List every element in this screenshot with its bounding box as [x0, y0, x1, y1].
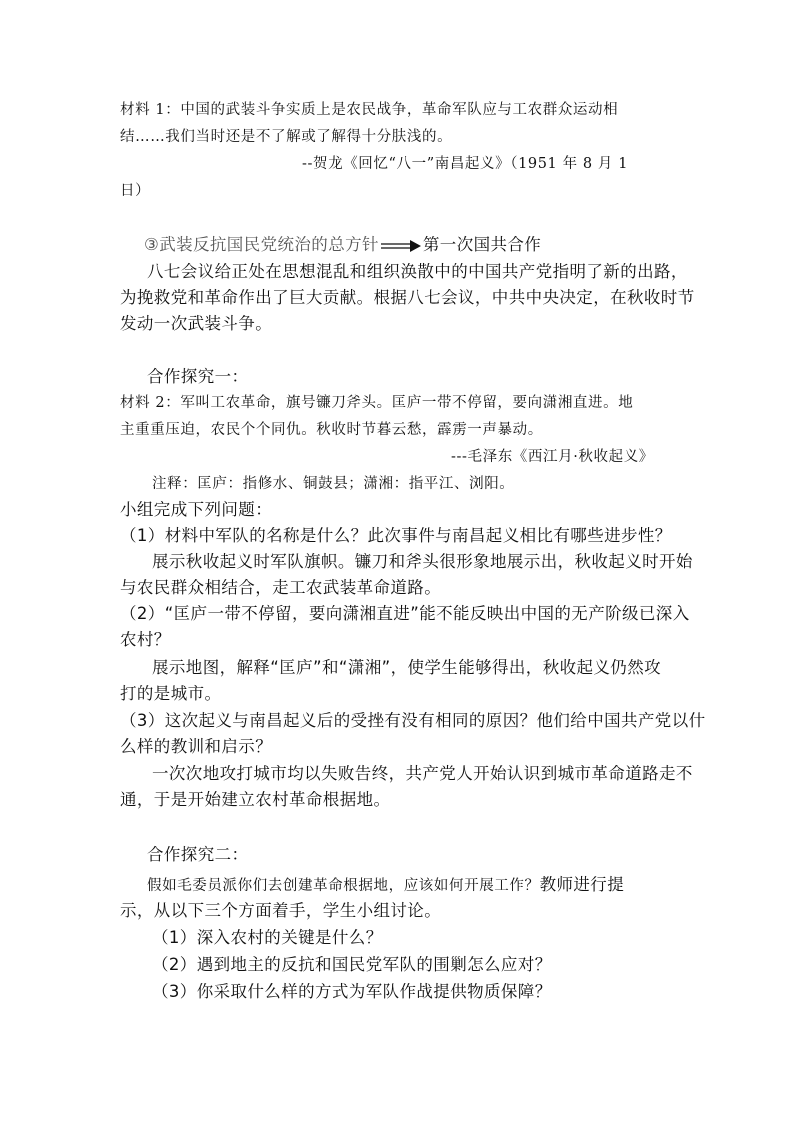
policy-left: ③武装反抗国民党统治的总方针 [144, 235, 379, 254]
para1-line3: 发动一次武装斗争。 [120, 314, 273, 333]
material2-line1: 材料 2：军叫工农革命，旗号镰刀斧头。匡庐一带不停留，要向潇湘直进。地 [120, 395, 634, 411]
material2-note: 注释：匡庐：指修水、铜鼓县；潇湘：指平江、浏阳。 [152, 476, 515, 492]
answer-3-line1: 一次次地攻打城市均以失败告终，共产党人开始认识到城市革命道路走不 [152, 764, 693, 783]
material1-line1: 材料 1：中国的武装斗争实质上是农民战争，革命军队应与工农群众运动相 [120, 102, 619, 118]
material2-line2: 主重重压迫，农民个个同仇。秋收时节暮云愁，霹雳一声暴动。 [120, 422, 543, 438]
answer-2-line1: 展示地图，解释“匡庐”和“潇湘”，使学生能够得出，秋收起义仍然攻 [152, 658, 661, 677]
inquiry2-intro-question: 假如毛委员派你们去创建革命根据地，应该如何开展工作？ [147, 878, 540, 894]
para1-line1: 八七会议给正处在思想混乱和组织涣散中的中国共产党指明了新的出路， [147, 262, 688, 281]
question-3-line1: （3）这次起义与南昌起义后的受挫有没有相同的原因？他们给中国共产党以什 [120, 711, 706, 730]
material1-source: --贺龙《回忆“八一”南昌起义》（1951 年 8 月 1 [302, 156, 629, 172]
answer-2-line2: 打的是城市。 [120, 684, 222, 703]
material1-source-cont: 日） [120, 183, 151, 199]
question-1: （1）材料中军队的名称是什么？此次事件与南昌起义相比有哪些进步性？ [120, 526, 672, 545]
material2-source: ---毛泽东《西江月·秋收起义》 [451, 449, 654, 465]
inquiry2-intro-line2: 示，从以下三个方面着手，学生小组讨论。 [120, 901, 442, 920]
answer-3-line2: 通，于是开始建立农村革命根据地。 [120, 790, 391, 809]
inquiry2-item-2: （2）遇到地主的反抗和国民党军队的围剿怎么应对？ [152, 955, 552, 974]
inquiry2-title: 合作探究二： [147, 845, 249, 864]
inquiry2-item-1: （1）深入农村的关键是什么？ [152, 928, 383, 947]
answer-1-line1: 展示秋收起义时军队旗帜。镰刀和斧头很形象地展示出，秋收起义时开始 [152, 552, 693, 571]
policy-right: 第一次国共合作 [422, 235, 542, 254]
arrow-right-icon [381, 240, 421, 252]
inquiry2-item-3: （3）你采取什么样的方式为军队作战提供物质保障？ [152, 982, 552, 1001]
para1-line2: 为挽救党和革命作出了巨大贡献。根据八七会议，中共中央决定，在秋收时节 [120, 288, 695, 307]
inquiry2-intro-teacher: 教师进行提 [539, 875, 625, 894]
question-3-line2: 么样的教训和启示？ [120, 737, 273, 756]
policy-line [144, 237, 541, 254]
inquiry2-intro-line1 [147, 877, 624, 894]
group-task: 小组完成下列问题： [120, 500, 273, 519]
inquiry1-title: 合作探究一： [147, 367, 249, 386]
material1-line2: 结……我们当时还是不了解或了解得十分肤浅的。 [120, 129, 453, 145]
question-2-line1: （2）“匡庐一带不停留，要向潇湘直进”能不能反映出中国的无产阶级已深入 [120, 604, 690, 623]
answer-1-line2: 与农民群众相结合，走工农武装革命道路。 [120, 578, 442, 597]
question-2-line2: 农村？ [120, 630, 171, 649]
